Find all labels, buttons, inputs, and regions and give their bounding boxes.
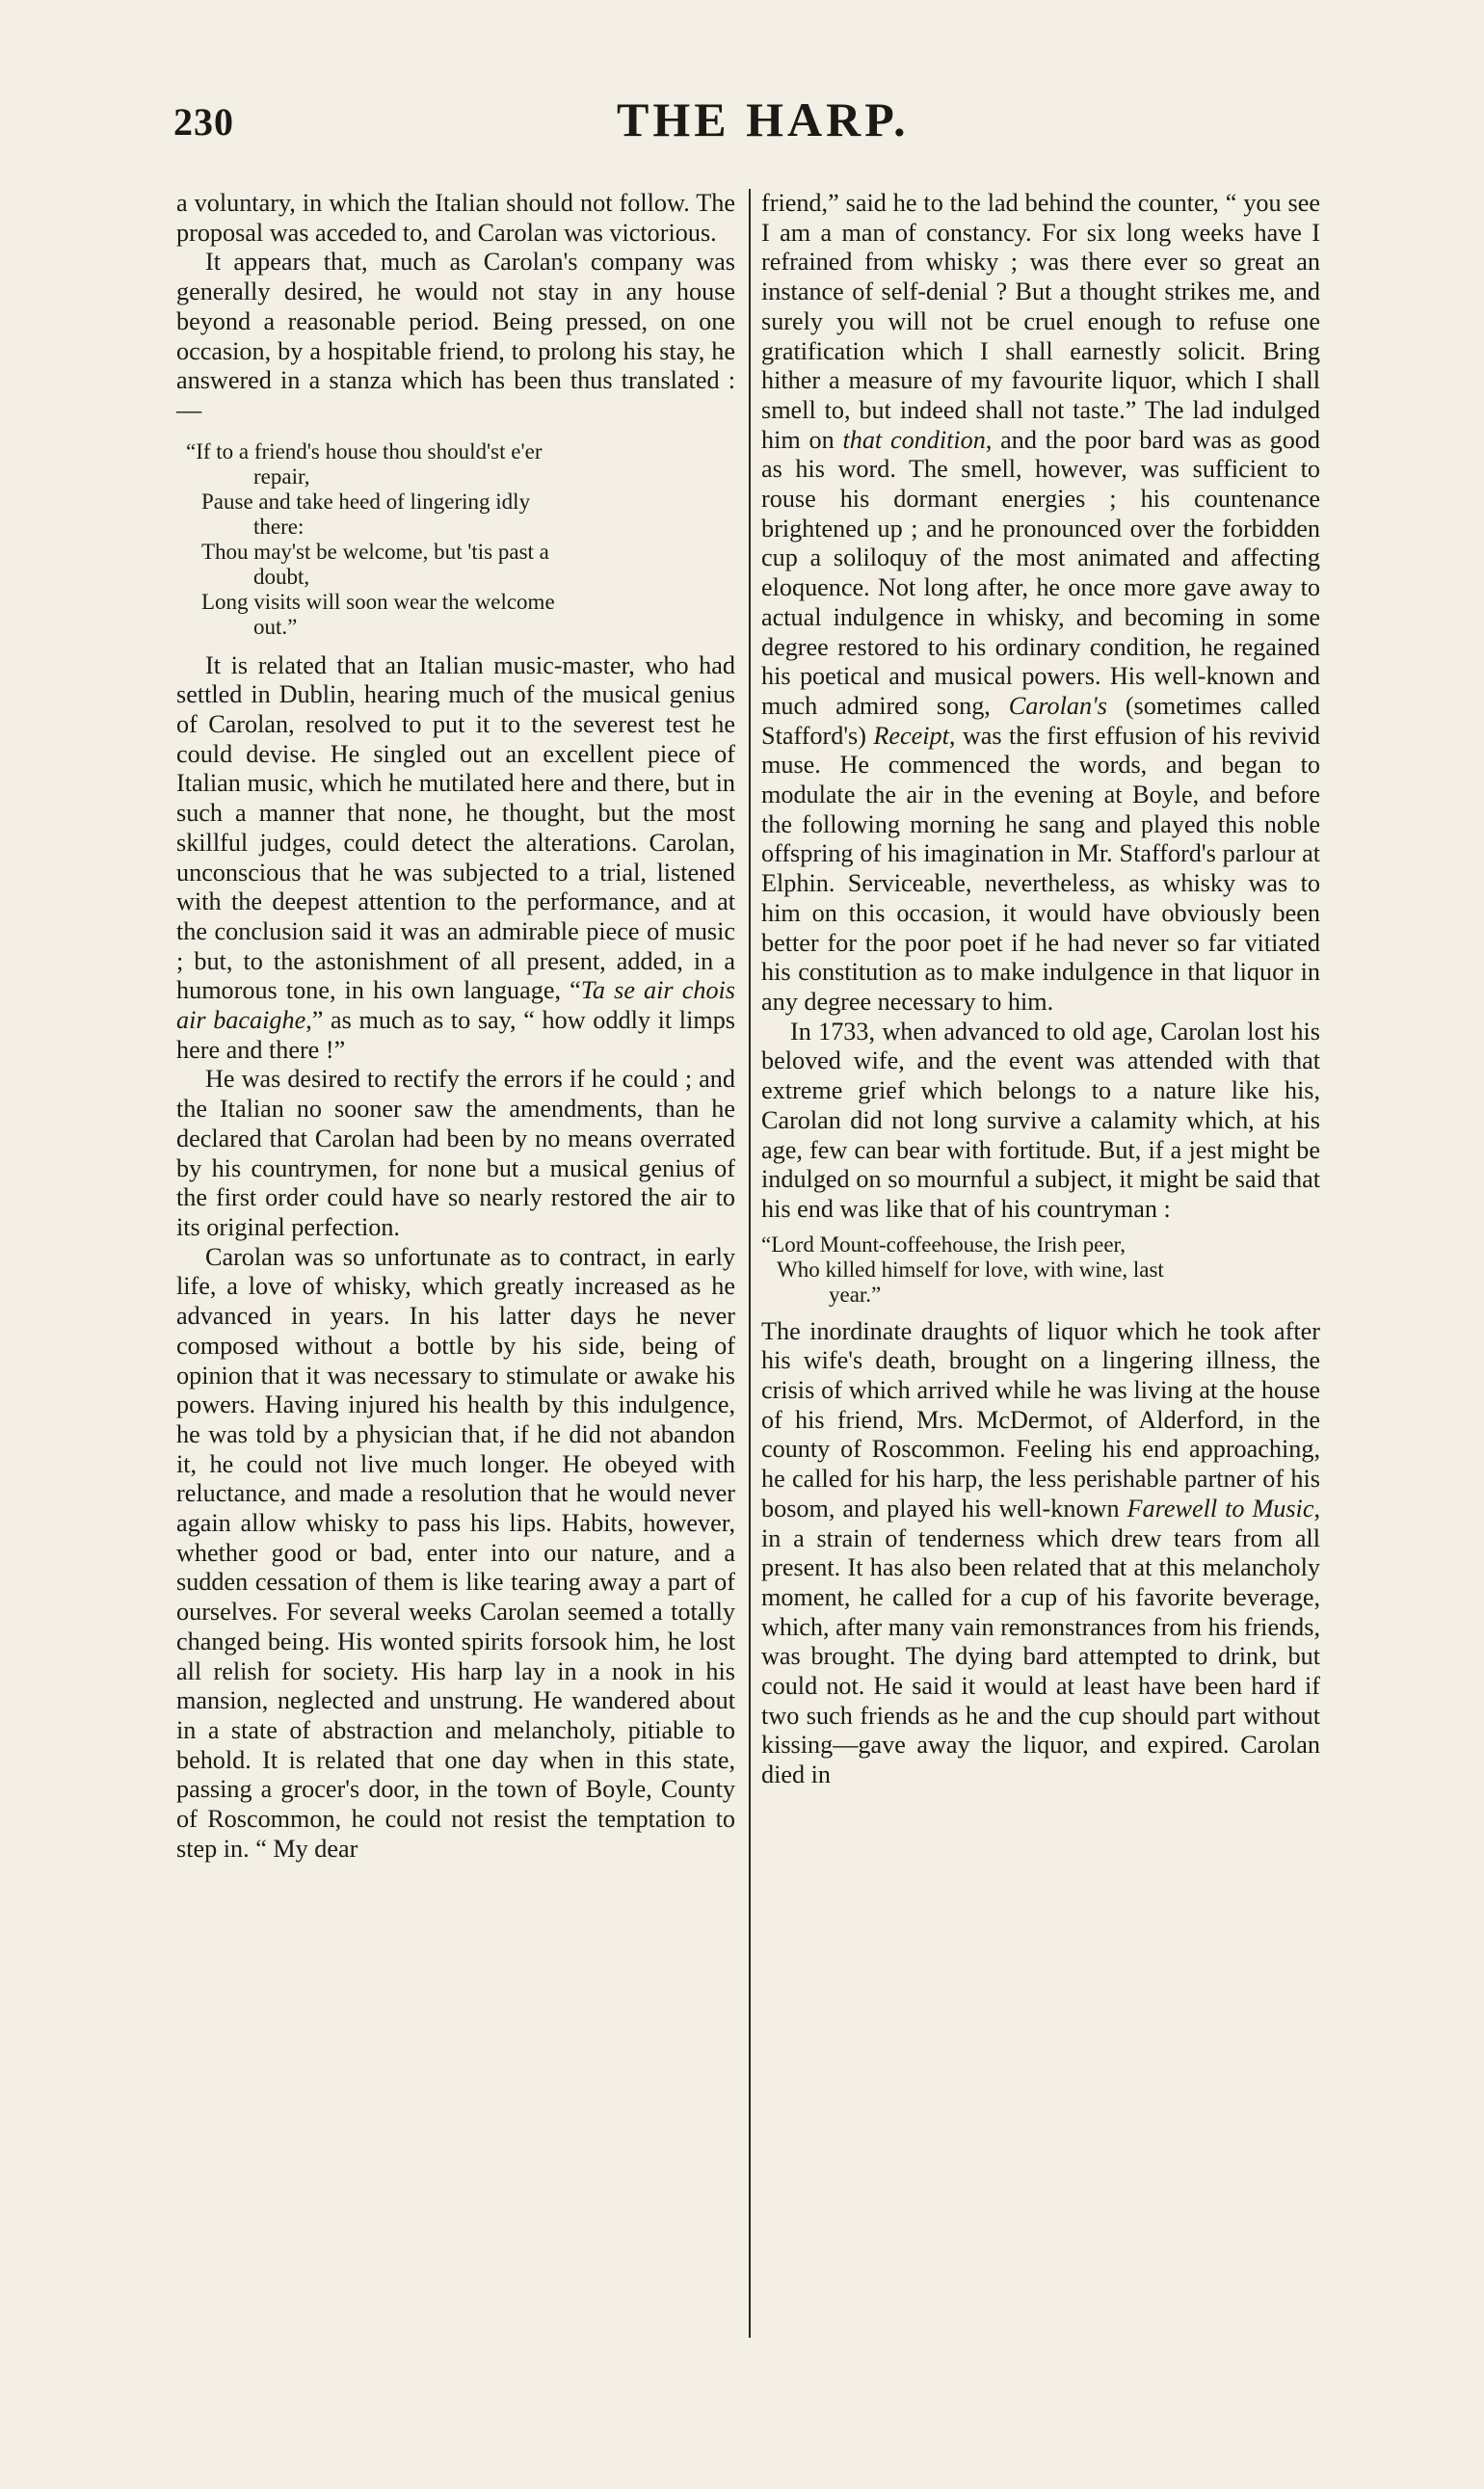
paragraph: Carolan was so unfortunate as to contract, in early life, a love of whisky, which greatly increased as he advanced in years. In his latter days he never composed without a bottle by his side, being of opinion that it was necessary to stimulate or awake his powers. Having injured his health by this indulgence, he was told by a physician that, if he did not abandon it, he could not live much longer. He obeyed with reluctance, and made a resolution that he would never again allow whisky to pass his lips. Habits, however, whether good or bad, enter into our nature, and a sudden cessation of them is like tearing away a part of ourselves. For several weeks Carolan seemed a totally changed being. His wonted spirits forsook him, he lost all relish for society. His harp lay in a nook in his mansion, neglected and unstrung. He wandered about in a state of abstraction and melancholy, pitiable to behold. It is related that one day when in this state, passing a grocer's door, in the town of Boyle, County of Roscommon, he could not resist the temptation to step in. “ My dear <box>176 1242 735 1863</box>
page-header <box>173 92 1330 159</box>
paragraph: He was desired to rectify the errors if he could ; and the Italian no sooner saw the amendments, than he declared that Carolan had been by no means overrated by his countrymen, for none but a musical genius of the first order could have so nearly restored the air to its original perfection. <box>176 1065 735 1241</box>
paragraph: a voluntary, in which the Italian should not follow. The proposal was acceded to, and Carolan was victorious. <box>176 189 735 247</box>
left-column <box>176 189 735 1864</box>
song-title: Farewell to Music <box>1126 1494 1314 1523</box>
paragraph: In 1733, when advanced to old age, Carolan lost his beloved wife, and the event was attended with that extreme grief which belongs to a nature like his, Carolan did not long survive a calamity which, at his age, few can bear with fortitude. But, if a jest might be indulged on so mournful a subject, it might be said that his end was like that of his countryman : <box>761 1017 1320 1223</box>
verse-line: Thou may'st be welcome, but 'tis past a <box>201 539 549 564</box>
text-run: The inordinate draughts of liquor which he took after his wife's death, brought on a lingering illness, the crisis of which arrived while he was living at the house of his friend, Mrs. McDermot, of Alderford, in the county of Roscommon. Feeling his end approaching, he called for his harp, the less perishable partner of his bosom, and played his well-known <box>761 1316 1320 1523</box>
verse-line: “Lord Mount-coffeehouse, the Irish peer, <box>761 1231 1126 1257</box>
paragraph: It appears that, much as Carolan's company was generally desired, he would not stay in any house beyond a reasonable period. Being pressed, on one occasion, by a hospitable friend, to prolong his stay, he answered in a stanza which has been thus translated :— <box>176 248 735 424</box>
text-run: friend,” said he to the lad behind the counter, “ you see I am a man of constancy. For six long weeks have I refrained from whisky ; was there ever so great an instance of self-denial ? But a thought strikes me, and surely you will not be cruel enough to refuse one gratification which I shall earnestly solicit. Bring hither a measure of my favourite liquor, which I shall smell to, but indeed shall not taste.” The lad indulged him on <box>761 189 1320 454</box>
verse-line: Pause and take heed of lingering idly <box>201 489 531 514</box>
verse-line: there: <box>253 514 305 539</box>
running-title: THE HARP. <box>617 93 910 146</box>
irish-phrase: Ta se air chois air bacaighe <box>176 976 735 1035</box>
song-title: Receipt <box>873 721 949 750</box>
verse-line: repair, <box>253 463 310 489</box>
paragraph <box>761 1317 1320 1790</box>
text-run: ,” as much as to say, “ how oddly it limps here and there !” <box>176 1006 735 1064</box>
text-run: , and the poor bard was as good as his word. The smell, however, was sufficient to rouse his dormant energies ; his countenance brightened up ; and he pronounced over the forbidden cup a soliloquy of the most animated and affecting eloquence. Not long after, he once more gave away to actual indulgence in whisky, and becoming in some degree restored to his ordinary condition, he regained his poetical and musical powers. His well-known and much admired song, <box>761 425 1320 720</box>
paragraph <box>761 189 1320 1018</box>
text-run: (sometimes called Stafford's) <box>761 691 1320 750</box>
song-title: Carolan's <box>1008 691 1107 720</box>
text-run: , was the first effusion of his revivid muse. He commenced the words, and began to modulate the air in the evening at Boyle, and before the following morning he sang and played this noble offspring of his imagination in Mr. Stafford's parlour at Elphin. Serviceable, nevertheless, as whisky was to him on this occasion, it would have obviously been better for the poor poet if he had never so far vitiated his constitution as to make indulgence in that liquor in any degree necessary to him. <box>761 721 1320 1016</box>
paragraph <box>176 651 735 1066</box>
verse-line: doubt, <box>253 564 310 589</box>
verse-block <box>761 1232 1320 1308</box>
verse-block <box>186 439 735 640</box>
verse-line: Who killed himself for love, with wine, last <box>777 1257 1164 1282</box>
verse-line: “If to a friend's house thou should'st e'er <box>186 438 543 463</box>
verse-line: out.” <box>253 614 298 639</box>
verse-line: Long visits will soon wear the welcome <box>201 589 555 614</box>
verse-line: year.” <box>829 1282 882 1307</box>
right-column <box>761 189 1320 1790</box>
column-divider <box>749 189 751 2338</box>
text-run: It is related that an Italian music-master, who had settled in Dublin, hearing much of the musical genius of Carolan, resolved to put it to the severest test he could devise. He singled out an excellent piece of Italian music, which he mutilated here and there, but in such a manner that none, he thought, but the most skillful judges, could detect the alterations. Carolan, unconscious that he was subjected to a trial, listened with the deepest attention to the performance, and at the conclusion said it was an admirable piece of music ; but, to the astonishment of all present, added, in a humorous tone, in his own language, “ <box>176 650 735 1005</box>
page-number: 230 <box>173 100 234 144</box>
italic-phrase: that condition <box>842 425 986 454</box>
text-run: , in a strain of tenderness which drew tears from all present. It has also been related that at this melancholy moment, he called for a cup of his favorite beverage, which, after many vain remonstrances from his friends, was brought. The dying bard attempted to drink, but could not. He said it would at least have been hard if two such friends as he and the cup should part without kissing—gave away the liquor, and expired. Carolan died in <box>761 1494 1320 1789</box>
